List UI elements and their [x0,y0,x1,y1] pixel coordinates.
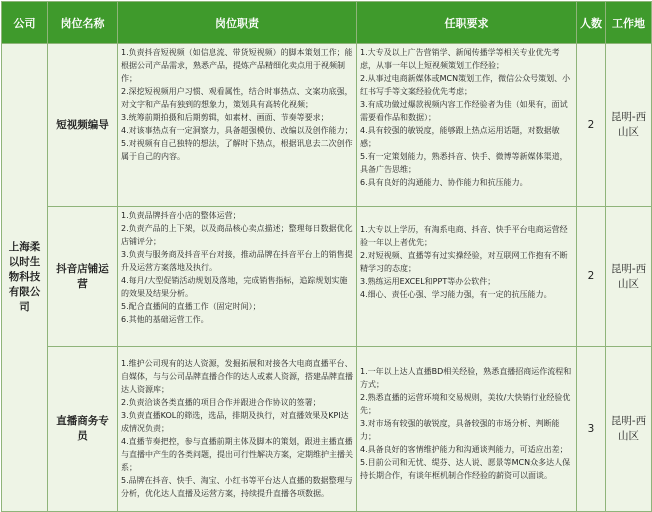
table-row [2,347,652,512]
duty-item: 5.对视频有自己独特的想法，了解时下热点，根据讯息去二次创作属于自己的内容。 [121,139,353,161]
requirement-item: 5.目前公司和无忧、缇芬、达人说、愿景等MCN众多达人保持长期合作，有谈年框机制合作经验的薪资可以面谈。 [360,458,571,480]
duties-cell [118,347,357,512]
duty-item: 5.品牌在抖音、快手、淘宝、小红书等平台达人直播的数据整理与分析，优化达人直播及运营方案，持续提升直播各项数据。 [121,476,353,498]
requirement-item: 2.从事过电商新媒体或MCN策划工作，微信公众号策划、小红书写手等文案经验优先考虑； [360,74,571,96]
duty-item: 2.负责洽谈各类直播的项目合作并跟进合作协议的签署； [121,398,321,407]
duty-item: 3.负责直播KOL的筛选，选品，排期及执行，对直播效果及KPI达成情况负责； [121,411,349,433]
header-duties: 岗位职责 [118,2,357,44]
header-count: 人数 [577,2,606,44]
duty-item: 3.负责与服务商及抖音平台对接，推动品牌在抖音平台上的销售提升及运营方案落地及执行。 [121,250,353,272]
requirements-cell [357,44,577,207]
job-table [1,1,652,512]
work-location: 昆明-西山区 [610,111,647,138]
count-cell [577,44,606,207]
requirements-cell [357,207,577,347]
work-location: 昆明-西山区 [610,415,647,442]
position-name: 直播商务专员 [56,415,109,442]
location-cell [606,347,652,512]
duty-item: 1.负责抖音短视频（如信息流、带货短视频）的脚本策划工作；能根据公司产品需求，熟悉产品，提炼产品精细化卖点用于视频制作； [121,48,353,83]
headcount: 2 [587,270,595,282]
company-name: 上海柔以时生物科技有限公司 [8,241,41,313]
table-row [2,207,652,347]
duty-item: 4.对该事热点有一定洞察力，具备超强模仿、改编以及创作能力； [121,126,353,135]
location-cell [606,207,652,347]
requirement-item: 2.对短视频、直播等有过实操经验，对互联网工作抱有不断精学习的态度； [360,251,568,273]
duties-cell [118,44,357,207]
header-position: 岗位名称 [48,2,118,44]
requirement-item: 6.具有良好的沟通能力、协作能力和抗压能力。 [360,178,528,187]
work-location: 昆明-西山区 [610,262,647,290]
duty-item: 1.维护公司现有的达人资源，发掘拓展和对接各大电商直播平台、自媒体，与与公司品牌直播合作的达人或素人资源，搭建品牌直播达人资源库； [121,359,353,394]
duty-item: 4.每月/大型促销活动规划及落地，完成销售指标，追踪规划实施的效果及结果分析。 [121,276,348,298]
position-name: 抖音店铺运营 [56,262,109,290]
requirement-item: 1.大专及以上广告营销学、新闻传播学等相关专业优先考虑，从事一年以上短视频策划工作经验； [360,48,560,70]
duty-item: 4.直播节奏把控，参与直播前期主体及脚本的策划，跟进主播直播与直播中产生的各类问题，提出可行性解决方案，定期维护主播关系； [121,437,353,472]
duty-item: 6.其他的基础运营工作。 [121,315,209,324]
requirement-item: 2.熟悉直播的运营环境和交易规则，美妆/大快销行业经验优先； [360,393,571,415]
headcount: 3 [587,422,595,435]
requirement-item: 3.对市场有较强的敏锐度，具备较强的市场分析、判断能力； [360,419,560,441]
position-cell [48,44,118,207]
location-cell [606,44,652,207]
count-cell [577,207,606,347]
requirement-item: 3.熟练运用EXCEL和PPT等办公软件； [360,277,496,286]
count-cell [577,347,606,512]
duty-item: 5.配合直播间的直播工作（固定时间）； [121,302,261,311]
duty-item: 2.负责产品的上下架，以及商品核心卖点描述；整理每日数据优化店铺评分； [121,224,353,246]
requirement-item: 4.具有较强的敏锐度，能够跟上热点运用话题，对数据敏感； [360,126,560,148]
requirement-item: 1.一年以上达人直播BD相关经验，熟悉直播招商运作流程和方式； [360,367,572,389]
requirement-item: 4.细心、责任心强、学习能力强，有一定的抗压能力。 [360,290,552,299]
requirement-item: 4.具备良好的客情维护能力和沟通谈判能力，可适应出差； [360,445,568,454]
position-name: 短视频编导 [56,118,109,131]
duty-item: 2.深挖短视频用户习惯、观看属性，结合时事热点、文案功底强，对文字和产品有独到的想象力，策划具有高转化视频； [121,87,353,109]
position-cell [48,207,118,347]
company-cell [2,44,48,512]
header-company: 公司 [2,2,48,44]
duty-item: 3.统筹前期拍摄和后期剪辑，如素材、画面、节奏等要求； [121,113,329,122]
requirement-item: 3.有成功做过爆款视频内容工作经验者为佳（如果有，面试需要看作品和数据）； [360,100,568,122]
header-requirements: 任职要求 [357,2,577,44]
table-row [2,44,652,207]
requirement-item: 5.有一定策划能力，熟悉抖音、快手、微博等新媒体渠道，具备广告思维； [360,152,568,174]
duties-cell [118,207,357,347]
position-cell [48,347,118,512]
requirement-item: 1.大专以上学历，有淘系电商、抖音、快手平台电商运营经验一年以上者优先； [360,225,568,247]
duty-item: 1.负责品牌抖音小店的整体运营； [121,211,241,220]
requirements-cell [357,347,577,512]
headcount: 2 [587,118,595,131]
header-location: 工作地 [606,2,652,44]
header-row [2,2,652,44]
